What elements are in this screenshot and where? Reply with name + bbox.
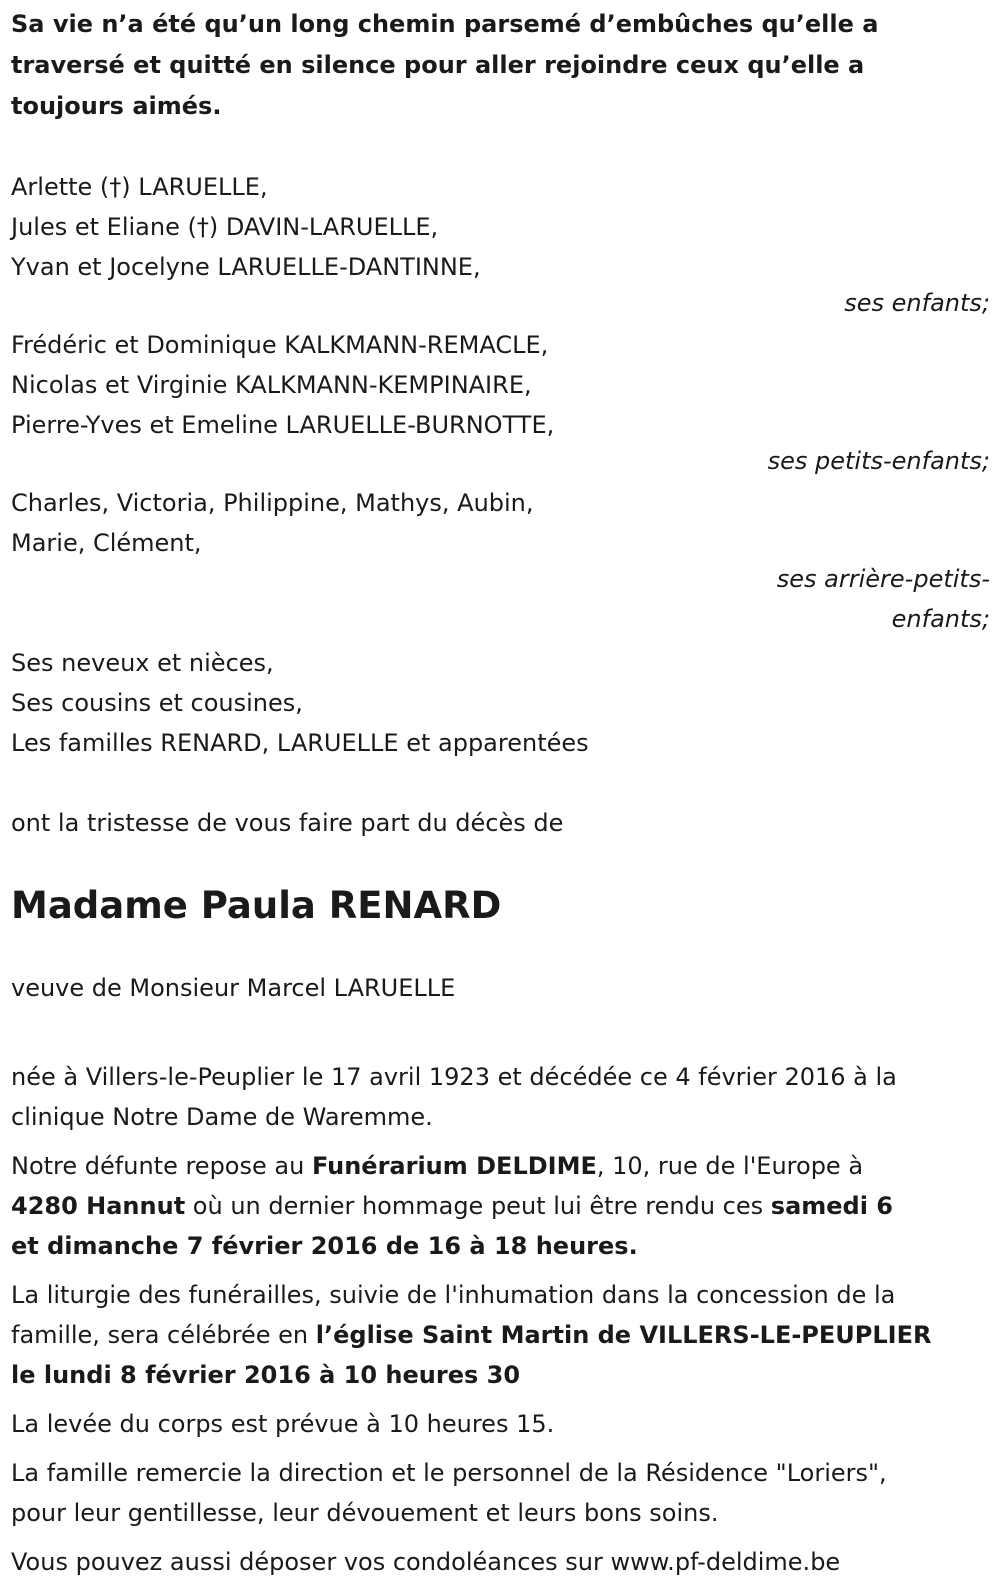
family-name: Ses cousins et cousines,	[11, 689, 303, 717]
city: 4280 Hannut	[11, 1192, 186, 1220]
funeral-home: Funérarium DELDIME	[311, 1152, 597, 1180]
family-name: Frédéric et Dominique KALKMANN-REMACLE,	[11, 331, 549, 359]
text: famille, sera célébrée en	[11, 1321, 316, 1349]
family-name: Les familles RENARD, LARUELLE et apparentées	[11, 729, 589, 757]
family-name: Pierre-Yves et Emeline LARUELLE-BURNOTTE,	[11, 411, 555, 439]
obituary-page	[0, 4, 1000, 1582]
visit-date: samedi 6	[770, 1192, 894, 1220]
visit-date: et dimanche 7 février 2016 de 16 à 18 heures.	[11, 1232, 638, 1260]
paragraph-line	[11, 1186, 990, 1226]
relation-label: enfants;	[891, 605, 990, 633]
family-name: Jules et Eliane (†) DAVIN-LARUELLE,	[11, 213, 439, 241]
condolences-paragraph	[11, 1542, 990, 1582]
deceased-name: Madame Paula RENARD	[11, 884, 502, 927]
family-name: Nicolas et Virginie KALKMANN-KEMPINAIRE,	[11, 371, 532, 399]
intro-quote	[11, 4, 990, 127]
family-name: Arlette (†) LARUELLE,	[11, 173, 268, 201]
grandchildren-group	[11, 325, 990, 481]
text: Vous pouvez aussi déposer vos condoléances sur	[11, 1548, 611, 1576]
funeral-date: le lundi 8 février 2016 à 10 heures 30	[11, 1361, 521, 1389]
thanks-paragraph	[11, 1453, 990, 1533]
paragraph-line	[11, 1226, 990, 1266]
paragraph-line: La famille remercie la direction et le personnel de la Résidence "Loriers",	[11, 1459, 887, 1487]
intro-line: toujours aimés.	[11, 92, 222, 120]
other-relatives-group	[11, 643, 990, 763]
relation-label: ses petits-enfants;	[767, 447, 990, 475]
relation-label: ses arrière-petits-	[776, 565, 990, 593]
paragraph-line	[11, 1315, 990, 1355]
levee-paragraph: La levée du corps est prévue à 10 heures 15.	[11, 1410, 555, 1438]
family-list	[11, 167, 990, 763]
church-name: l’église Saint Martin de VILLERS-LE-PEUPLIER	[315, 1321, 932, 1349]
great-grandchildren-group	[11, 483, 990, 639]
text: Notre défunte repose au	[11, 1152, 312, 1180]
family-name: Marie, Clément,	[11, 529, 202, 557]
family-name: Yvan et Jocelyne LARUELLE-DANTINNE,	[11, 253, 481, 281]
announcement-text: ont la tristesse de vous faire part du décès de	[11, 809, 564, 837]
paragraph-line	[11, 1355, 990, 1395]
relation-label: ses enfants;	[844, 289, 990, 317]
children-group	[11, 167, 990, 323]
text: , 10, rue de l'Europe à	[596, 1152, 864, 1180]
repose-paragraph	[11, 1146, 990, 1266]
family-name: Ses neveux et nièces,	[11, 649, 274, 677]
widow-of: veuve de Monsieur Marcel LARUELLE	[11, 974, 456, 1002]
paragraph-line: pour leur gentillesse, leur dévouement et leurs bons soins.	[11, 1499, 719, 1527]
paragraph-line: née à Villers-le-Peuplier le 17 avril 1923 et décédée ce 4 février 2016 à la	[11, 1063, 897, 1091]
birth-death-paragraph	[11, 1057, 990, 1137]
paragraph-line	[11, 1146, 990, 1186]
paragraph-line: La liturgie des funérailles, suivie de l'inhumation dans la concession de la	[11, 1281, 896, 1309]
intro-line: Sa vie n’a été qu’un long chemin parsemé d’embûches qu’elle a	[11, 10, 879, 38]
paragraph-line: clinique Notre Dame de Waremme.	[11, 1103, 433, 1131]
intro-line: traversé et quitté en silence pour aller rejoindre ceux qu’elle a	[11, 51, 865, 79]
family-name: Charles, Victoria, Philippine, Mathys, Aubin,	[11, 489, 534, 517]
condolences-link[interactable]: www.pf-deldime.be	[610, 1548, 841, 1576]
text: où un dernier hommage peut lui être rendu ces	[185, 1192, 771, 1220]
liturgy-paragraph	[11, 1275, 990, 1395]
